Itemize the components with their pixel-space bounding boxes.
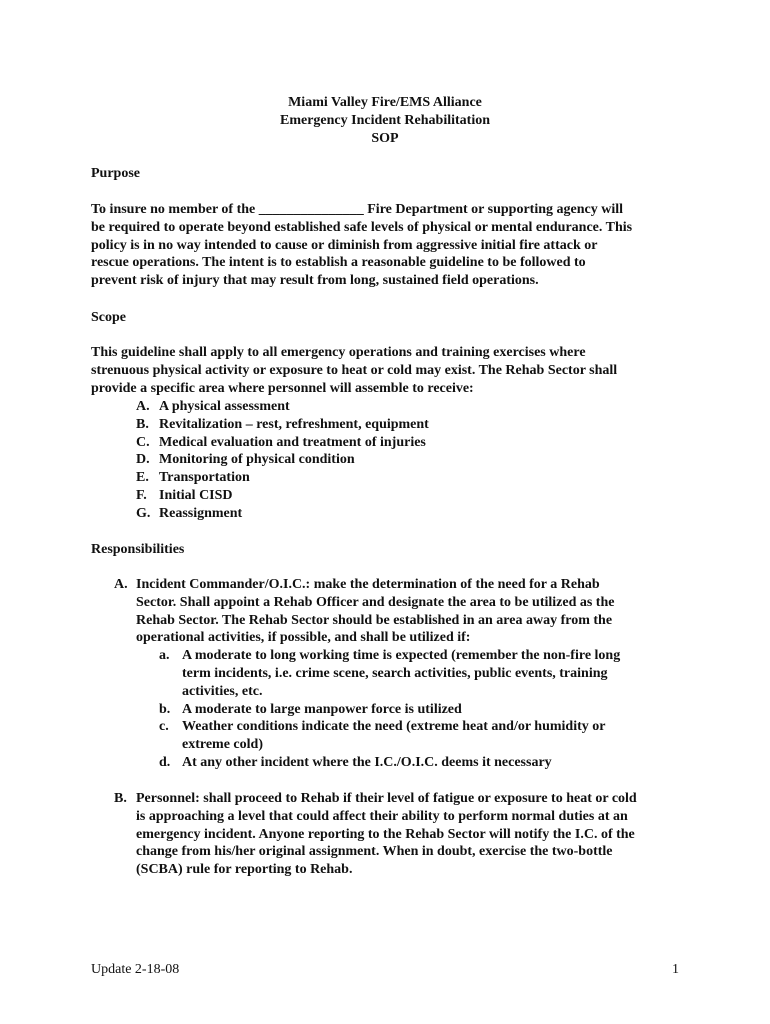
- footer-update-date: Update 2-18-08: [91, 962, 180, 977]
- sub-item: b. A moderate to large manpower force is utilized: [159, 701, 462, 717]
- list-item: C. Medical evaluation and treatment of injuries: [136, 434, 426, 450]
- purpose-line: policy is in no way intended to cause or diminish from aggressive initial fire attack or: [91, 237, 598, 253]
- scope-list: [136, 398, 429, 523]
- list-item: D. Monitoring of physical condition: [136, 452, 355, 468]
- responsibility-line: is approaching a level that could affect their ability to perform normal duties at an: [136, 808, 628, 824]
- scope-line: provide a specific area where personnel will assemble to receive:: [91, 380, 474, 396]
- purpose-line: To insure no member of the _______________ Fire Department or supporting agency will: [91, 202, 623, 217]
- purpose-line: be required to operate beyond established safe levels of physical or mental endurance. This: [91, 219, 633, 235]
- list-item: A. A physical assessment: [136, 399, 290, 414]
- footer-page-number: 1: [672, 962, 679, 977]
- title-line-3: SOP: [371, 130, 399, 146]
- purpose-heading: Purpose: [91, 166, 140, 181]
- responsibility-line: emergency incident. Anyone reporting to the Rehab Sector will notify the I.C. of the: [136, 826, 635, 842]
- responsibility-line: change from his/her original assignment. When in doubt, exercise the two-bottle: [136, 844, 613, 860]
- list-item: B. Revitalization – rest, refreshment, equipment: [136, 416, 429, 432]
- responsibility-line: Sector. Shall appoint a Rehab Officer and designate the area to be utilized as the: [136, 594, 615, 610]
- sub-item: a. A moderate to long working time is expected (remember the non-fire long: [159, 648, 621, 664]
- sub-item: d. At any other incident where the I.C./O.I.C. deems it necessary: [159, 754, 552, 770]
- responsibility-line: Rehab Sector. The Rehab Sector should be established in an area away from the: [136, 612, 613, 628]
- scope-line: This guideline shall apply to all emergency operations and training exercises where: [91, 345, 586, 360]
- scope-heading: Scope: [91, 310, 126, 325]
- title-line-1: Miami Valley Fire/EMS Alliance: [288, 95, 482, 110]
- scope-line: strenuous physical activity or exposure to heat or cold may exist. The Rehab Sector shall: [91, 362, 618, 378]
- document-title: [0, 94, 770, 147]
- responsibility-line: B. Personnel: shall proceed to Rehab if their level of fatigue or exposure to heat or cold: [114, 791, 637, 806]
- purpose-paragraph: [91, 201, 691, 290]
- responsibility-b: [114, 790, 637, 879]
- responsibility-line: operational activities, if possible, and shall be utilized if:: [136, 630, 471, 646]
- list-item: F. Initial CISD: [136, 487, 233, 503]
- responsibility-a: [114, 576, 620, 772]
- sub-item: c. Weather conditions indicate the need (extreme heat and/or humidity or: [159, 719, 606, 735]
- purpose-line: prevent risk of injury that may result from long, sustained field operations.: [91, 273, 539, 289]
- sub-item-line: activities, etc.: [182, 683, 263, 699]
- list-item: E. Transportation: [136, 470, 250, 486]
- sub-item-line: extreme cold): [182, 737, 263, 753]
- list-item: G. Reassignment: [136, 505, 243, 521]
- responsibility-line: A. Incident Commander/O.I.C.: make the determination of the need for a Rehab: [114, 577, 600, 592]
- scope-paragraph: [91, 344, 691, 397]
- responsibility-line: (SCBA) rule for reporting to Rehab.: [136, 862, 353, 878]
- responsibilities-heading: Responsibilities: [91, 542, 185, 557]
- sub-item-line: term incidents, i.e. crime scene, search activities, public events, training: [182, 665, 608, 681]
- purpose-line: rescue operations. The intent is to establish a reasonable guideline to be followed to: [91, 255, 586, 271]
- title-line-2: Emergency Incident Rehabilitation: [280, 112, 490, 128]
